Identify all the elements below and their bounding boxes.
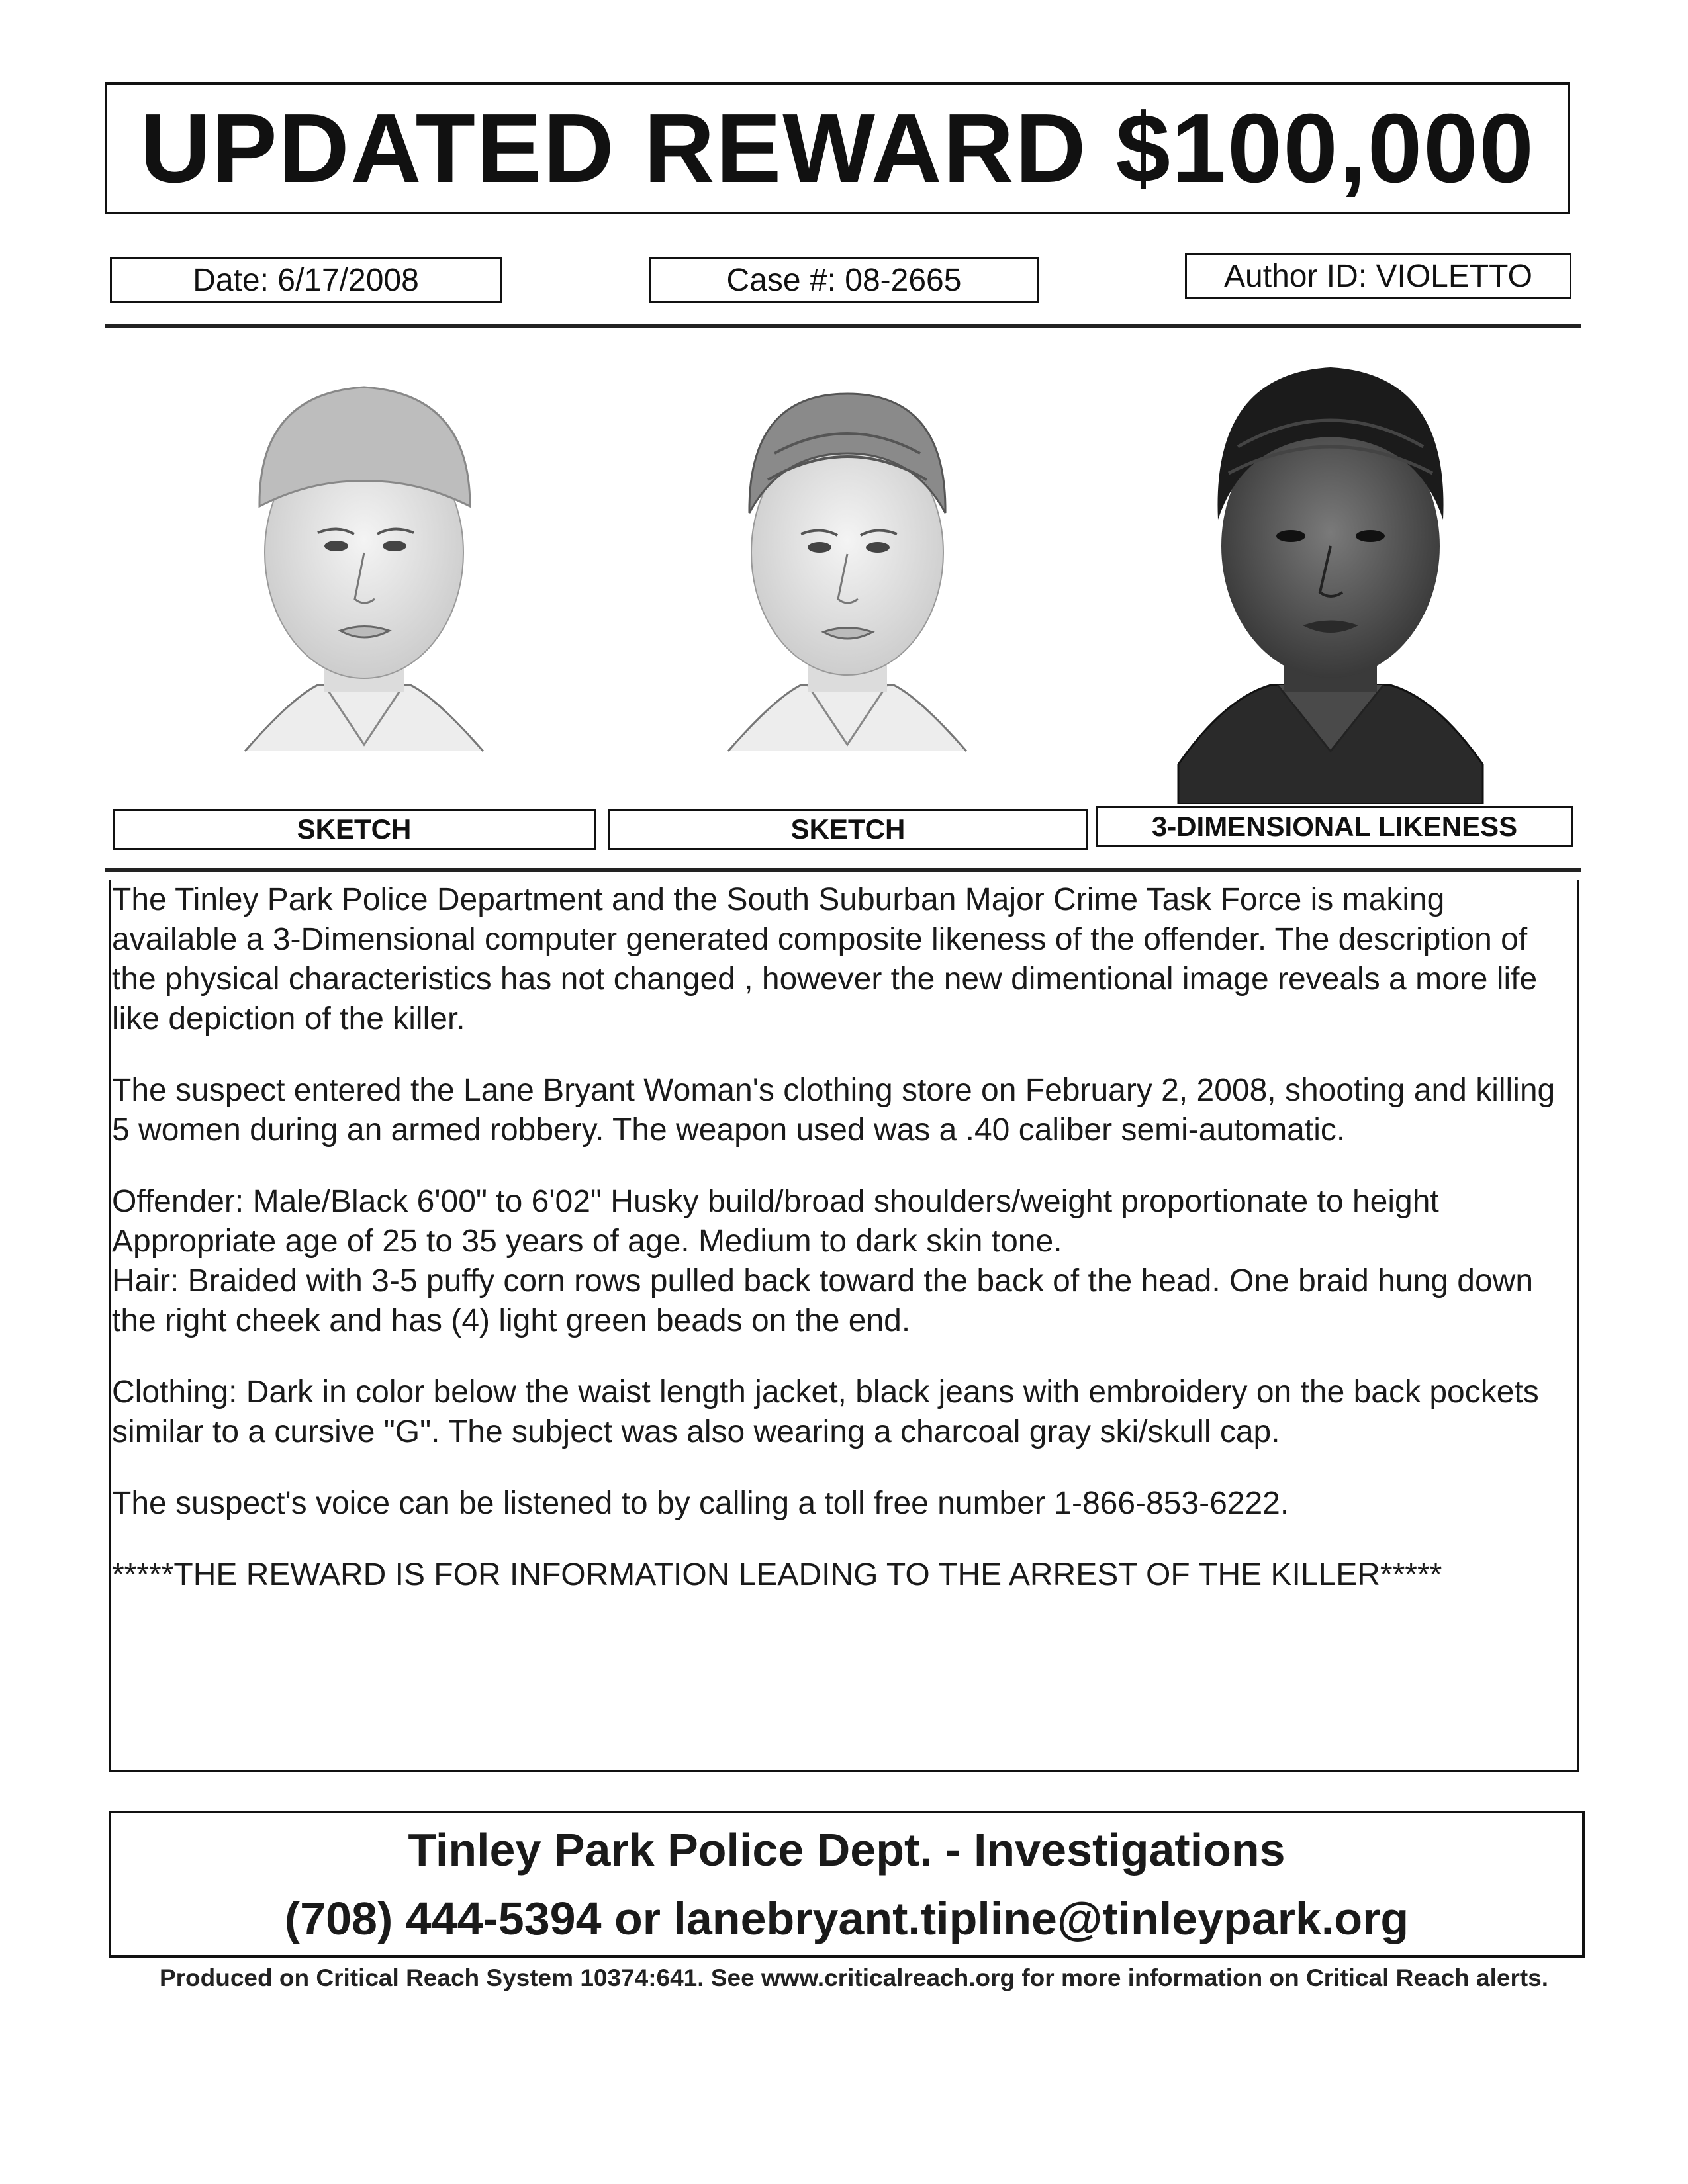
date-box xyxy=(110,257,502,303)
case-number-field: Case #: 08-2665 xyxy=(726,262,962,298)
author-box xyxy=(1185,253,1571,299)
sketch-portrait-2 xyxy=(702,354,993,804)
caption-3d-likeness-label: 3-DIMENSIONAL LIKENESS xyxy=(1151,811,1518,842)
caption-sketch-1-label: SKETCH xyxy=(297,813,412,844)
sketch-portrait-1 xyxy=(218,354,510,804)
intro-paragraph: The Tinley Park Police Department and the South Suburban Major Crime Task Force is making available a 3-Dimensional computer generated composite likeness of the offender. The description of the physical characteristics has not changed , however the new dimentional image reveals a more life like depiction of the killer. xyxy=(112,882,1538,1036)
offender-paragraph: Offender: Male/Black 6'00" to 6'02" Husky build/broad shoulders/weight proportionate to height Appropriate age of 25 to 35 years of age. Medium to dark skin tone. xyxy=(112,1184,1439,1259)
caption-sketch-2-label: SKETCH xyxy=(790,813,906,844)
voice-paragraph: The suspect's voice can be listened to by calling a toll free number 1-866-853-6222. xyxy=(112,1486,1289,1521)
reward-title-box xyxy=(105,82,1570,214)
author-field: Author ID: VIOLETTO xyxy=(1224,258,1532,294)
contact-box xyxy=(109,1811,1585,1958)
caption-3d-likeness xyxy=(1096,806,1573,847)
hair-paragraph: Hair: Braided with 3-5 puffy corn rows pulled back toward the back of the head. One braid hung down the right cheek and has (4) light green beads on the end. xyxy=(112,1263,1534,1338)
divider-middle xyxy=(105,868,1581,872)
divider-top xyxy=(105,324,1581,328)
case-number-box xyxy=(649,257,1039,303)
contact-department: Tinley Park Police Dept. - Investigations xyxy=(408,1824,1286,1876)
3d-likeness-portrait xyxy=(1165,354,1496,804)
caption-sketch-1 xyxy=(113,809,596,850)
caption-sketch-2 xyxy=(608,809,1088,850)
description-box xyxy=(109,880,1579,1772)
date-field: Date: 6/17/2008 xyxy=(193,262,419,298)
clothing-paragraph: Clothing: Dark in color below the waist length jacket, black jeans with embroidery on the back pockets similar to a cursive "G". The subject was also wearing a charcoal gray ski/skull cap. xyxy=(112,1375,1539,1449)
footer-note: Produced on Critical Reach System 10374:641. See www.criticalreach.org for more information on Critical Reach alerts. xyxy=(159,1964,1549,1991)
reward-note: *****THE REWARD IS FOR INFORMATION LEADING TO THE ARREST OF THE KILLER***** xyxy=(112,1557,1442,1592)
contact-phone-email: (708) 444-5394 or lanebryant.tipline@tinleypark.org xyxy=(284,1893,1409,1944)
incident-paragraph: The suspect entered the Lane Bryant Woman's clothing store on February 2, 2008, shooting and killing 5 women during an armed robbery. The weapon used was a .40 caliber semi-automatic. xyxy=(112,1073,1556,1148)
reward-title: UPDATED REWARD $100,000 xyxy=(140,93,1535,203)
